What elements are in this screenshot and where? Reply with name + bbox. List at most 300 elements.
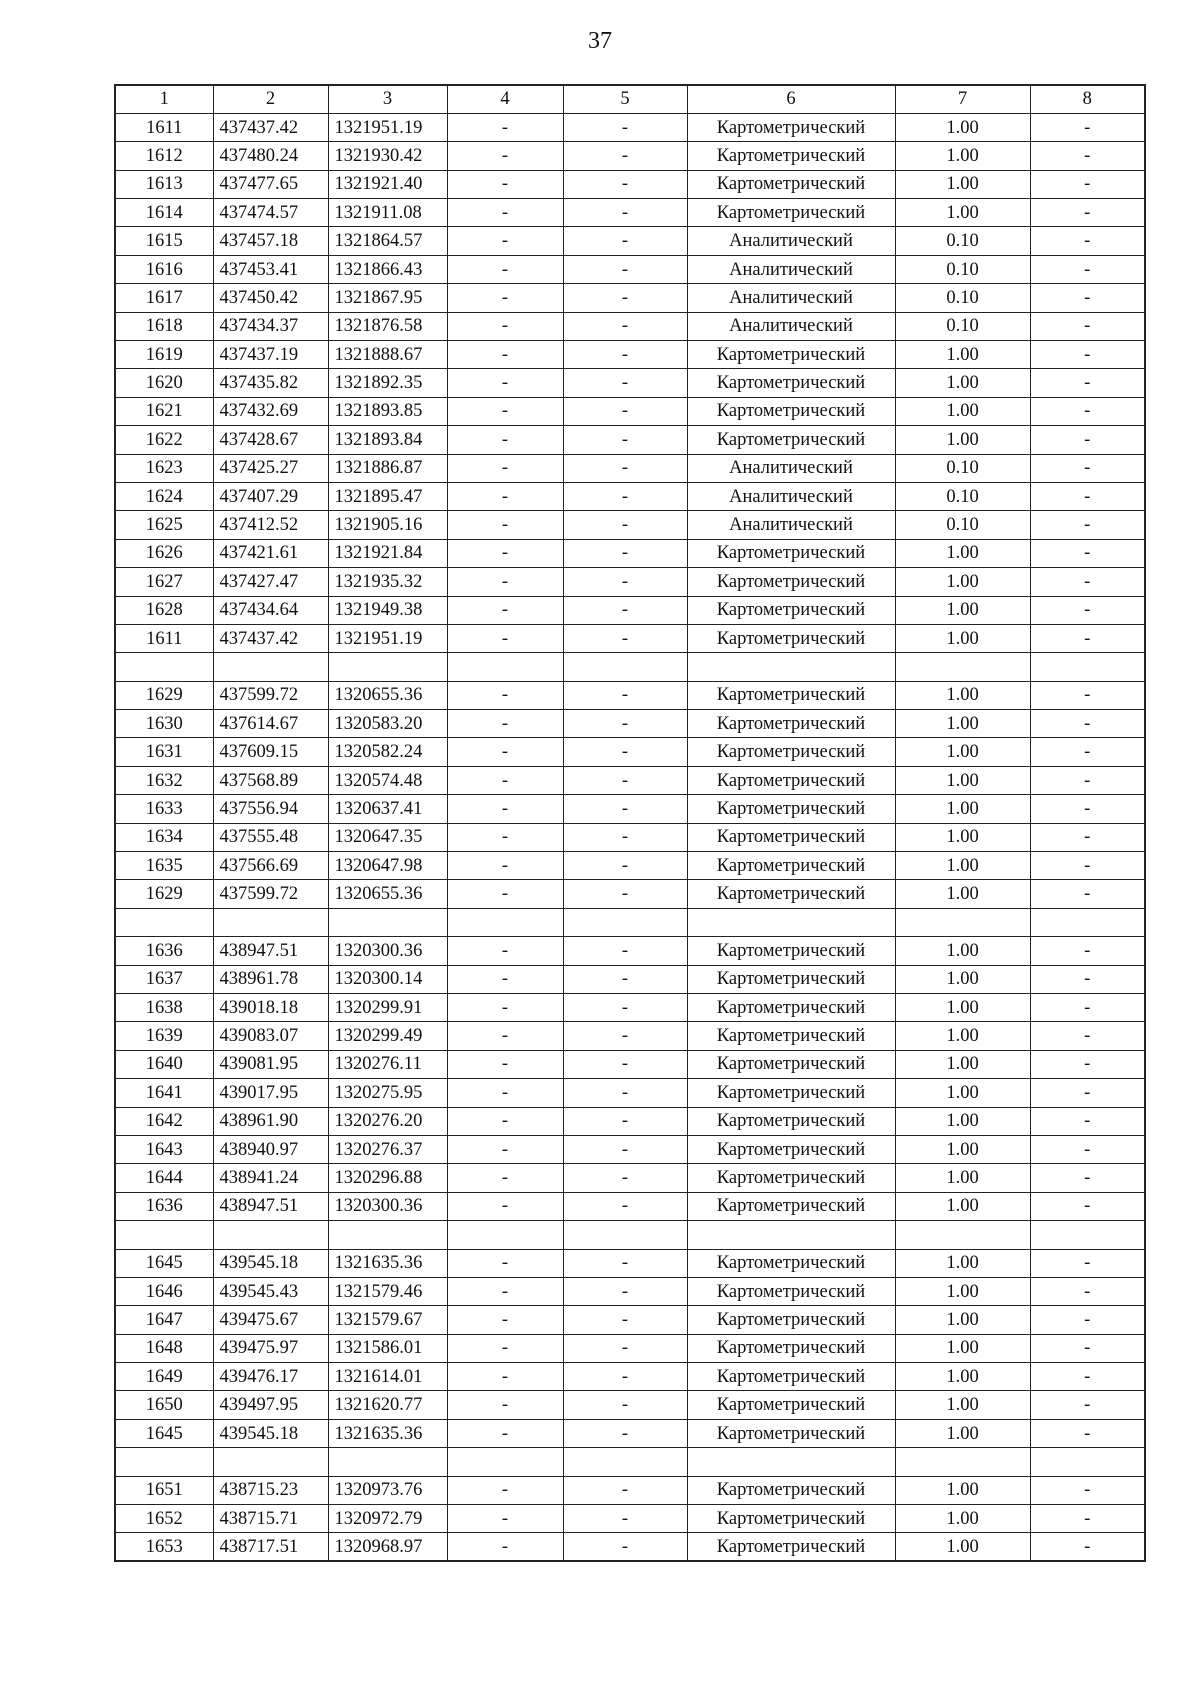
table-row	[115, 199, 1145, 227]
table-cell-col-8: -	[1030, 397, 1145, 425]
table-cell-col-8: -	[1030, 1135, 1145, 1163]
table-cell-col-6: Картометрический	[687, 170, 895, 198]
table-cell-col-7	[895, 653, 1030, 681]
table-cell-col-5: -	[563, 1306, 687, 1334]
table-cell-col-8: -	[1030, 341, 1145, 369]
table-cell-col-7: 1.00	[895, 142, 1030, 170]
table-row	[115, 1192, 1145, 1220]
table-cell-col-1: 1641	[115, 1079, 213, 1107]
table-cell-col-7: 1.00	[895, 113, 1030, 141]
table-cell-col-6: Картометрический	[687, 1022, 895, 1050]
table-cell-col-8: -	[1030, 624, 1145, 652]
table-cell-col-6: Картометрический	[687, 1050, 895, 1078]
table-cell-col-4: -	[447, 426, 563, 454]
table-row	[115, 1079, 1145, 1107]
table-cell-col-1: 1636	[115, 937, 213, 965]
table-cell-col-6: Аналитический	[687, 482, 895, 510]
table-cell-col-3: 1321888.67	[328, 341, 447, 369]
table-cell-col-6	[687, 908, 895, 936]
separator-row	[115, 1221, 1145, 1249]
table-cell-col-2: 439545.18	[213, 1249, 328, 1277]
coordinates-table	[114, 84, 1146, 1562]
table-cell-col-7: 1.00	[895, 994, 1030, 1022]
table-cell-col-5: -	[563, 113, 687, 141]
table-cell-col-7: 1.00	[895, 170, 1030, 198]
table-cell-col-1: 1625	[115, 511, 213, 539]
table-cell-col-8: -	[1030, 454, 1145, 482]
table-cell-col-6: Картометрический	[687, 965, 895, 993]
table-cell-col-5: -	[563, 1079, 687, 1107]
table-cell-col-1: 1623	[115, 454, 213, 482]
table-cell-col-4: -	[447, 284, 563, 312]
table-row	[115, 142, 1145, 170]
table-cell-col-2: 438947.51	[213, 937, 328, 965]
table-cell-col-5: -	[563, 710, 687, 738]
table-cell-col-3: 1320300.36	[328, 937, 447, 965]
table-cell-col-4: -	[447, 1363, 563, 1391]
table-row	[115, 1164, 1145, 1192]
table-row	[115, 852, 1145, 880]
table-cell-col-7: 1.00	[895, 1079, 1030, 1107]
table-row	[115, 1306, 1145, 1334]
table-cell-col-2: 439545.43	[213, 1277, 328, 1305]
table-cell-col-8: -	[1030, 823, 1145, 851]
table-cell-col-1: 1632	[115, 766, 213, 794]
table-cell-col-8: -	[1030, 1334, 1145, 1362]
table-cell-col-1: 1651	[115, 1476, 213, 1504]
table-cell-col-6: Картометрический	[687, 852, 895, 880]
table-cell-col-2	[213, 1221, 328, 1249]
table-cell-col-5: -	[563, 1419, 687, 1447]
column-header-7: 7	[895, 85, 1030, 113]
table-cell-col-4: -	[447, 369, 563, 397]
table-cell-col-3: 1320276.37	[328, 1135, 447, 1163]
table-row	[115, 284, 1145, 312]
table-cell-col-2: 439475.97	[213, 1334, 328, 1362]
table-cell-col-5: -	[563, 1135, 687, 1163]
table-cell-col-3: 1320296.88	[328, 1164, 447, 1192]
table-cell-col-2: 439081.95	[213, 1050, 328, 1078]
table-cell-col-2: 437457.18	[213, 227, 328, 255]
table-cell-col-7: 1.00	[895, 1533, 1030, 1561]
table-cell-col-2: 439018.18	[213, 994, 328, 1022]
table-cell-col-4: -	[447, 1107, 563, 1135]
table-row	[115, 965, 1145, 993]
table-cell-col-3: 1321930.42	[328, 142, 447, 170]
separator-row	[115, 653, 1145, 681]
table-cell-col-7: 1.00	[895, 341, 1030, 369]
table-row	[115, 568, 1145, 596]
table-cell-col-8: -	[1030, 1505, 1145, 1533]
table-cell-col-6: Картометрический	[687, 596, 895, 624]
table-cell-col-4: -	[447, 170, 563, 198]
table-row	[115, 823, 1145, 851]
table-cell-col-2: 439083.07	[213, 1022, 328, 1050]
table-cell-col-7: 1.00	[895, 1363, 1030, 1391]
table-cell-col-7: 1.00	[895, 1505, 1030, 1533]
table-cell-col-3: 1320968.97	[328, 1533, 447, 1561]
table-cell-col-7: 1.00	[895, 937, 1030, 965]
table-row	[115, 624, 1145, 652]
table-cell-col-2: 439017.95	[213, 1079, 328, 1107]
table-cell-col-4: -	[447, 1419, 563, 1447]
table-cell-col-4: -	[447, 994, 563, 1022]
table-row	[115, 994, 1145, 1022]
table-cell-col-2: 437568.89	[213, 766, 328, 794]
table-cell-col-5: -	[563, 142, 687, 170]
table-cell-col-3: 1321895.47	[328, 482, 447, 510]
table-cell-col-7: 1.00	[895, 1135, 1030, 1163]
table-cell-col-6: Картометрический	[687, 624, 895, 652]
table-cell-col-8: -	[1030, 852, 1145, 880]
table-row	[115, 113, 1145, 141]
table-cell-col-2: 437599.72	[213, 880, 328, 908]
table-cell-col-5: -	[563, 1476, 687, 1504]
table-cell-col-3	[328, 1448, 447, 1476]
table-cell-col-5: -	[563, 1334, 687, 1362]
table-cell-col-8: -	[1030, 1419, 1145, 1447]
table-cell-col-7	[895, 1221, 1030, 1249]
table-cell-col-4: -	[447, 965, 563, 993]
table-cell-col-4: -	[447, 681, 563, 709]
table-cell-col-8: -	[1030, 1249, 1145, 1277]
table-cell-col-2: 438717.51	[213, 1533, 328, 1561]
table-cell-col-8: -	[1030, 1022, 1145, 1050]
table-cell-col-3: 1321886.87	[328, 454, 447, 482]
table-cell-col-7: 1.00	[895, 823, 1030, 851]
column-header-6: 6	[687, 85, 895, 113]
table-cell-col-1: 1652	[115, 1505, 213, 1533]
table-cell-col-4: -	[447, 624, 563, 652]
table-cell-col-7: 1.00	[895, 1391, 1030, 1419]
table-cell-col-2: 439545.18	[213, 1419, 328, 1447]
table-cell-col-1: 1626	[115, 539, 213, 567]
table-cell-col-6: Картометрический	[687, 1079, 895, 1107]
table-cell-col-8: -	[1030, 1107, 1145, 1135]
table-cell-col-2: 438940.97	[213, 1135, 328, 1163]
table-cell-col-2: 437477.65	[213, 170, 328, 198]
table-cell-col-1: 1619	[115, 341, 213, 369]
table-cell-col-8: -	[1030, 113, 1145, 141]
table-cell-col-4: -	[447, 1249, 563, 1277]
table-cell-col-4: -	[447, 1079, 563, 1107]
table-cell-col-6: Картометрический	[687, 710, 895, 738]
table-row	[115, 1505, 1145, 1533]
table-cell-col-1: 1645	[115, 1249, 213, 1277]
table-cell-col-1: 1631	[115, 738, 213, 766]
table-cell-col-8: -	[1030, 1164, 1145, 1192]
table-row	[115, 1419, 1145, 1447]
table-cell-col-5: -	[563, 1391, 687, 1419]
table-row	[115, 1363, 1145, 1391]
table-cell-col-8: -	[1030, 1192, 1145, 1220]
table-cell-col-2: 437599.72	[213, 681, 328, 709]
table-cell-col-1: 1633	[115, 795, 213, 823]
table-cell-col-7: 1.00	[895, 965, 1030, 993]
separator-row	[115, 908, 1145, 936]
table-cell-col-6: Аналитический	[687, 511, 895, 539]
table-cell-col-3: 1320276.11	[328, 1050, 447, 1078]
table-cell-col-3: 1320574.48	[328, 766, 447, 794]
table-cell-col-3: 1321579.67	[328, 1306, 447, 1334]
table-cell-col-8: -	[1030, 284, 1145, 312]
table-cell-col-5: -	[563, 312, 687, 340]
table-cell-col-7: 1.00	[895, 738, 1030, 766]
table-cell-col-6: Картометрический	[687, 1192, 895, 1220]
table-cell-col-2: 437425.27	[213, 454, 328, 482]
table-cell-col-7: 0.10	[895, 454, 1030, 482]
table-row	[115, 397, 1145, 425]
table-cell-col-7: 1.00	[895, 397, 1030, 425]
table-cell-col-3: 1321951.19	[328, 624, 447, 652]
table-cell-col-2: 437434.37	[213, 312, 328, 340]
table-row	[115, 1050, 1145, 1078]
table-cell-col-1: 1635	[115, 852, 213, 880]
table-cell-col-3: 1320637.41	[328, 795, 447, 823]
table-cell-col-5: -	[563, 397, 687, 425]
table-row	[115, 681, 1145, 709]
table-cell-col-2: 439476.17	[213, 1363, 328, 1391]
table-cell-col-7: 1.00	[895, 199, 1030, 227]
table-cell-col-1: 1621	[115, 397, 213, 425]
table-cell-col-4: -	[447, 1533, 563, 1561]
table-cell-col-2: 437555.48	[213, 823, 328, 851]
table-cell-col-4: -	[447, 539, 563, 567]
table-cell-col-2: 438715.23	[213, 1476, 328, 1504]
table-cell-col-8: -	[1030, 1391, 1145, 1419]
table-row	[115, 426, 1145, 454]
table-cell-col-7: 1.00	[895, 369, 1030, 397]
table-cell-col-7: 0.10	[895, 284, 1030, 312]
table-cell-col-1: 1613	[115, 170, 213, 198]
table-cell-col-3: 1320583.20	[328, 710, 447, 738]
table-cell-col-1: 1648	[115, 1334, 213, 1362]
table-cell-col-8: -	[1030, 596, 1145, 624]
table-cell-col-8: -	[1030, 1363, 1145, 1391]
table-cell-col-1: 1643	[115, 1135, 213, 1163]
table-cell-col-4: -	[447, 1164, 563, 1192]
table-cell-col-5: -	[563, 482, 687, 510]
table-cell-col-2: 437434.64	[213, 596, 328, 624]
table-cell-col-2: 438961.90	[213, 1107, 328, 1135]
table-cell-col-1: 1629	[115, 880, 213, 908]
table-cell-col-3: 1321921.84	[328, 539, 447, 567]
table-cell-col-6: Картометрический	[687, 937, 895, 965]
table-cell-col-5: -	[563, 1164, 687, 1192]
table-row	[115, 369, 1145, 397]
table-cell-col-1: 1616	[115, 255, 213, 283]
table-cell-col-5: -	[563, 1192, 687, 1220]
table-cell-col-5: -	[563, 965, 687, 993]
table-cell-col-4: -	[447, 113, 563, 141]
table-cell-col-7: 1.00	[895, 539, 1030, 567]
table-cell-col-7: 1.00	[895, 766, 1030, 794]
table-cell-col-3: 1320647.98	[328, 852, 447, 880]
table-row	[115, 880, 1145, 908]
table-cell-col-3: 1321951.19	[328, 113, 447, 141]
table-row	[115, 227, 1145, 255]
table-cell-col-4: -	[447, 1050, 563, 1078]
table-cell-col-5: -	[563, 624, 687, 652]
table-cell-col-6	[687, 1221, 895, 1249]
table-cell-col-6: Картометрический	[687, 795, 895, 823]
table-cell-col-5	[563, 1221, 687, 1249]
table-cell-col-3	[328, 908, 447, 936]
separator-row	[115, 1448, 1145, 1476]
table-cell-col-5: -	[563, 170, 687, 198]
column-header-1: 1	[115, 85, 213, 113]
table-cell-col-1: 1638	[115, 994, 213, 1022]
table-cell-col-8: -	[1030, 710, 1145, 738]
table-cell-col-4	[447, 1448, 563, 1476]
table-cell-col-8: -	[1030, 426, 1145, 454]
table-cell-col-5: -	[563, 795, 687, 823]
table-cell-col-2: 437566.69	[213, 852, 328, 880]
table-cell-col-2: 437427.47	[213, 568, 328, 596]
table-cell-col-8: -	[1030, 199, 1145, 227]
table-cell-col-1: 1628	[115, 596, 213, 624]
table-row	[115, 312, 1145, 340]
table-cell-col-7: 1.00	[895, 568, 1030, 596]
table-cell-col-5: -	[563, 1107, 687, 1135]
table-cell-col-1: 1639	[115, 1022, 213, 1050]
table-cell-col-3: 1320275.95	[328, 1079, 447, 1107]
table-cell-col-6: Картометрический	[687, 369, 895, 397]
table-cell-col-1: 1647	[115, 1306, 213, 1334]
table-cell-col-5: -	[563, 1249, 687, 1277]
table-cell-col-2: 437428.67	[213, 426, 328, 454]
table-cell-col-1: 1617	[115, 284, 213, 312]
table-cell-col-1: 1644	[115, 1164, 213, 1192]
table-cell-col-2: 437453.41	[213, 255, 328, 283]
table-cell-col-7: 1.00	[895, 681, 1030, 709]
table-cell-col-5: -	[563, 596, 687, 624]
table-cell-col-3: 1321635.36	[328, 1419, 447, 1447]
table-cell-col-7: 1.00	[895, 1022, 1030, 1050]
table-cell-col-4: -	[447, 1135, 563, 1163]
table-cell-col-2	[213, 1448, 328, 1476]
table-cell-col-5: -	[563, 823, 687, 851]
table-cell-col-2: 437474.57	[213, 199, 328, 227]
table-cell-col-5: -	[563, 738, 687, 766]
table-cell-col-1: 1653	[115, 1533, 213, 1561]
table-cell-col-6: Картометрический	[687, 1107, 895, 1135]
column-header-2: 2	[213, 85, 328, 113]
table-cell-col-7: 1.00	[895, 1164, 1030, 1192]
table-cell-col-6: Картометрический	[687, 1164, 895, 1192]
table-cell-col-1: 1627	[115, 568, 213, 596]
table-cell-col-4: -	[447, 1505, 563, 1533]
table-cell-col-3: 1321921.40	[328, 170, 447, 198]
table-cell-col-5: -	[563, 568, 687, 596]
table-cell-col-5: -	[563, 937, 687, 965]
table-cell-col-8: -	[1030, 170, 1145, 198]
table-cell-col-7: 1.00	[895, 1476, 1030, 1504]
table-cell-col-2: 439475.67	[213, 1306, 328, 1334]
table-cell-col-7: 0.10	[895, 312, 1030, 340]
column-header-5: 5	[563, 85, 687, 113]
table-cell-col-8: -	[1030, 312, 1145, 340]
table-cell-col-3: 1321635.36	[328, 1249, 447, 1277]
table-row	[115, 937, 1145, 965]
table-cell-col-6: Картометрический	[687, 1533, 895, 1561]
table-cell-col-5: -	[563, 199, 687, 227]
table-cell-col-3: 1321893.84	[328, 426, 447, 454]
table-cell-col-7	[895, 908, 1030, 936]
table-cell-col-3: 1320582.24	[328, 738, 447, 766]
table-cell-col-8: -	[1030, 738, 1145, 766]
table-cell-col-2: 438961.78	[213, 965, 328, 993]
table-cell-col-4: -	[447, 1391, 563, 1419]
table-cell-col-4: -	[447, 511, 563, 539]
table-cell-col-8: -	[1030, 766, 1145, 794]
table-cell-col-6: Картометрический	[687, 766, 895, 794]
table-row	[115, 1135, 1145, 1163]
table-cell-col-5: -	[563, 766, 687, 794]
table-cell-col-3: 1320973.76	[328, 1476, 447, 1504]
table-cell-col-2: 439497.95	[213, 1391, 328, 1419]
table-cell-col-5: -	[563, 426, 687, 454]
table-cell-col-6: Картометрический	[687, 1277, 895, 1305]
table-cell-col-6: Картометрический	[687, 568, 895, 596]
table-cell-col-2: 437480.24	[213, 142, 328, 170]
table-cell-col-5	[563, 908, 687, 936]
table-cell-col-6: Аналитический	[687, 312, 895, 340]
table-cell-col-2: 438715.71	[213, 1505, 328, 1533]
table-cell-col-5: -	[563, 1533, 687, 1561]
table-cell-col-4: -	[447, 199, 563, 227]
table-cell-col-8: -	[1030, 965, 1145, 993]
table-cell-col-5: -	[563, 511, 687, 539]
table-cell-col-2: 437435.82	[213, 369, 328, 397]
table-cell-col-8: -	[1030, 937, 1145, 965]
table-cell-col-7	[895, 1448, 1030, 1476]
table-cell-col-7: 1.00	[895, 426, 1030, 454]
table-cell-col-5: -	[563, 539, 687, 567]
table-cell-col-2	[213, 908, 328, 936]
table-cell-col-8: -	[1030, 1476, 1145, 1504]
table-cell-col-5: -	[563, 255, 687, 283]
table-row	[115, 1022, 1145, 1050]
table-cell-col-1: 1629	[115, 681, 213, 709]
table-cell-col-6: Картометрический	[687, 341, 895, 369]
table-cell-col-5	[563, 1448, 687, 1476]
table-cell-col-8: -	[1030, 142, 1145, 170]
table-cell-col-8: -	[1030, 369, 1145, 397]
table-cell-col-4: -	[447, 142, 563, 170]
table-body	[115, 113, 1145, 1561]
table-cell-col-7: 1.00	[895, 1334, 1030, 1362]
table-cell-col-5: -	[563, 227, 687, 255]
table-cell-col-5: -	[563, 994, 687, 1022]
table-cell-col-5: -	[563, 880, 687, 908]
table-cell-col-2: 437609.15	[213, 738, 328, 766]
table-cell-col-6: Картометрический	[687, 199, 895, 227]
table-cell-col-7: 1.00	[895, 1107, 1030, 1135]
table-cell-col-4	[447, 653, 563, 681]
table-cell-col-1: 1624	[115, 482, 213, 510]
table-cell-col-6: Аналитический	[687, 227, 895, 255]
table-cell-col-7: 1.00	[895, 852, 1030, 880]
table-cell-col-8: -	[1030, 1079, 1145, 1107]
table-row	[115, 539, 1145, 567]
table-cell-col-7: 1.00	[895, 1306, 1030, 1334]
table-cell-col-5: -	[563, 1277, 687, 1305]
table-cell-col-3: 1321893.85	[328, 397, 447, 425]
table-cell-col-2: 437407.29	[213, 482, 328, 510]
table-cell-col-5: -	[563, 284, 687, 312]
table-cell-col-5: -	[563, 1505, 687, 1533]
